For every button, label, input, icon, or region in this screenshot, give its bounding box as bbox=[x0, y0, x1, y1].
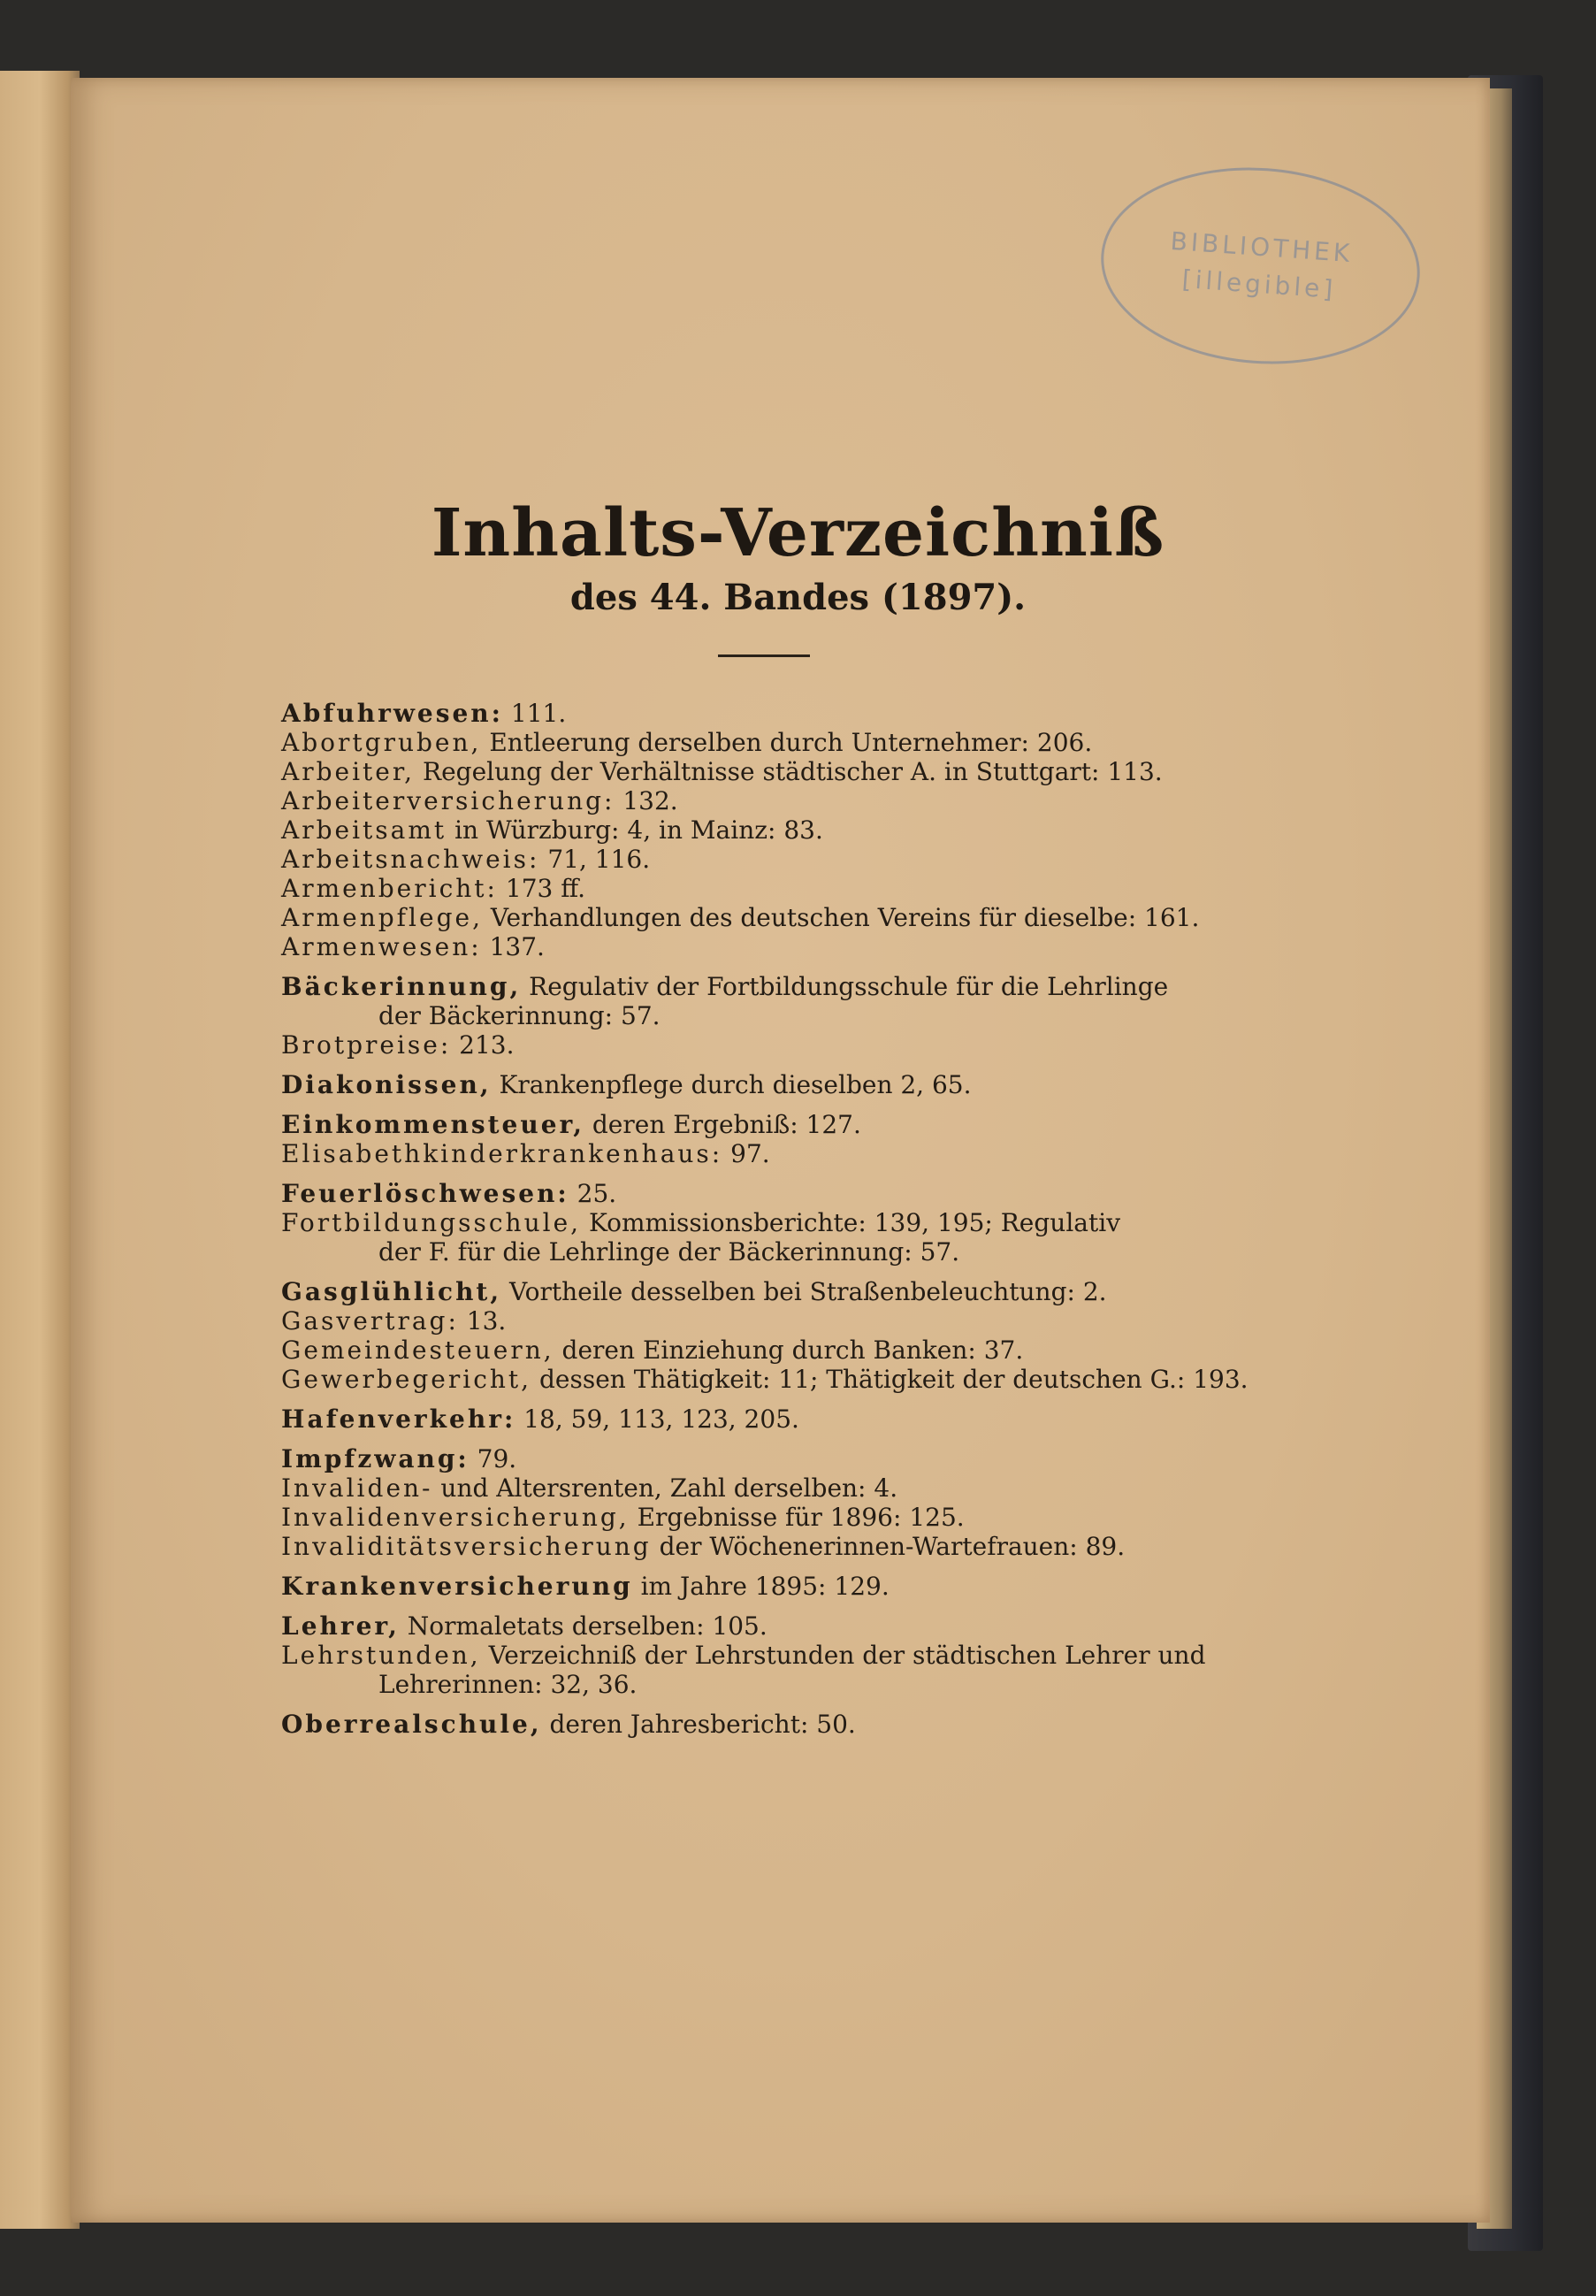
index-text: dessen Thätigkeit: 11; Thätigkeit der deutschen G.: 193. bbox=[531, 1365, 1249, 1394]
index-term: Diakonissen, bbox=[281, 1070, 492, 1099]
index-entry bbox=[281, 1365, 1249, 1394]
index-term: Invalidenversicherung, bbox=[281, 1503, 630, 1532]
index-text: Krankenpflege durch dieselben 2, 65. bbox=[491, 1070, 972, 1099]
index-list bbox=[281, 699, 1249, 1749]
index-group bbox=[281, 972, 1249, 1060]
page-title: Inhalts-Verzeichniß bbox=[431, 495, 1165, 571]
index-entry bbox=[281, 815, 1249, 845]
index-entry bbox=[281, 728, 1249, 757]
index-entry bbox=[281, 1030, 1249, 1060]
index-text: Kommissionsberichte: 139, 195; Regulativ bbox=[581, 1208, 1121, 1237]
index-text: Ergebnisse für 1896: 125. bbox=[629, 1503, 965, 1532]
index-entry bbox=[281, 972, 1249, 1001]
index-text: 137. bbox=[481, 932, 545, 961]
index-text: deren Einziehung durch Banken: 37. bbox=[554, 1336, 1024, 1365]
index-term: Arbeiterversicherung: bbox=[281, 786, 615, 815]
index-term: Gemeindesteuern, bbox=[281, 1336, 554, 1365]
index-text: 25. bbox=[569, 1179, 617, 1208]
index-text: deren Ergebniß: 127. bbox=[584, 1110, 861, 1139]
index-term: Einkommensteuer, bbox=[281, 1110, 584, 1139]
index-term: Abfuhrwesen: bbox=[281, 699, 504, 728]
index-entry bbox=[281, 1444, 1249, 1473]
index-text: Verhandlungen des deutschen Vereins für dieselbe: 161. bbox=[482, 903, 1200, 932]
index-term: Invaliden- bbox=[281, 1473, 433, 1503]
index-entry bbox=[281, 1404, 1249, 1434]
index-text: 71, 116. bbox=[539, 845, 651, 874]
index-group bbox=[281, 1444, 1249, 1561]
index-term: Arbeitsamt bbox=[281, 815, 447, 845]
index-text: und Altersrenten, Zahl derselben: 4. bbox=[432, 1473, 898, 1503]
index-term: Bäckerinnung, bbox=[281, 972, 522, 1001]
index-term: Gasvertrag: bbox=[281, 1306, 459, 1336]
index-group bbox=[281, 1572, 1249, 1601]
index-entry-continuation bbox=[281, 1670, 1249, 1699]
left-page-strip bbox=[0, 71, 80, 2229]
index-text: der Wöchenerinnen-Wartefrauen: 89. bbox=[651, 1532, 1126, 1561]
index-text: 111. bbox=[503, 699, 567, 728]
index-term: Arbeitsnachweis: bbox=[281, 845, 540, 874]
index-text: Entleerung derselben durch Unternehmer: 206. bbox=[481, 728, 1093, 757]
index-term: Armenwesen: bbox=[281, 932, 482, 961]
index-entry-continuation bbox=[281, 1237, 1249, 1267]
index-text: 173 ff. bbox=[498, 874, 586, 903]
index-group bbox=[281, 1404, 1249, 1434]
index-entry bbox=[281, 932, 1249, 961]
index-term: Invaliditätsversicherung bbox=[281, 1532, 652, 1561]
index-entry bbox=[281, 845, 1249, 874]
index-term: Brotpreise: bbox=[281, 1030, 452, 1060]
index-text: Regelung der Verhältnisse städtischer A. in Stuttgart: 113. bbox=[415, 757, 1163, 786]
index-text: deren Jahresbericht: 50. bbox=[541, 1710, 856, 1739]
index-term: Krankenversicherung bbox=[281, 1572, 633, 1601]
index-term: Hafenverkehr: bbox=[281, 1404, 516, 1434]
index-group bbox=[281, 1110, 1249, 1168]
index-text: Normaletats derselben: 105. bbox=[399, 1611, 767, 1641]
index-text: 97. bbox=[722, 1139, 770, 1168]
index-term: Gasglühlicht, bbox=[281, 1277, 502, 1306]
index-text: Regulativ der Fortbildungsschule für die Lehrlinge bbox=[521, 972, 1169, 1001]
index-text: der Bäckerinnung: 57. bbox=[378, 1001, 661, 1030]
index-term: Elisabethkinderkrankenhaus: bbox=[281, 1139, 723, 1168]
index-group bbox=[281, 699, 1249, 961]
index-entry bbox=[281, 1572, 1249, 1601]
stamp-line-2: [illegible] bbox=[1180, 264, 1338, 304]
index-term: Oberrealschule, bbox=[281, 1710, 542, 1739]
index-entry bbox=[281, 1208, 1249, 1237]
index-group bbox=[281, 1179, 1249, 1267]
index-text: Verzeichniß der Lehrstunden der städtischen Lehrer und bbox=[480, 1641, 1206, 1670]
index-entry bbox=[281, 1110, 1249, 1139]
index-entry bbox=[281, 1336, 1249, 1365]
index-entry bbox=[281, 786, 1249, 815]
index-entry bbox=[281, 1070, 1249, 1099]
index-term: Gewerbegericht, bbox=[281, 1365, 532, 1394]
index-entry bbox=[281, 1611, 1249, 1641]
index-term: Lehrstunden, bbox=[281, 1641, 481, 1670]
index-text: im Jahre 1895: 129. bbox=[632, 1572, 890, 1601]
index-term: Armenbericht: bbox=[281, 874, 498, 903]
index-text: Vortheile desselben bei Straßenbeleuchtung: 2. bbox=[501, 1277, 1107, 1306]
index-term: Lehrer, bbox=[281, 1611, 400, 1641]
index-entry bbox=[281, 1503, 1249, 1532]
index-text: 132. bbox=[615, 786, 678, 815]
index-entry bbox=[281, 699, 1249, 728]
stamp-line-1: BIBLIOTHEK bbox=[1169, 226, 1355, 268]
index-group bbox=[281, 1611, 1249, 1699]
index-entry bbox=[281, 757, 1249, 786]
index-term: Impfzwang: bbox=[281, 1444, 470, 1473]
index-term: Fortbildungsschule, bbox=[281, 1208, 582, 1237]
index-group bbox=[281, 1710, 1249, 1739]
index-group bbox=[281, 1277, 1249, 1394]
index-entry bbox=[281, 1179, 1249, 1208]
title-divider bbox=[718, 654, 810, 657]
index-text: 213. bbox=[451, 1030, 515, 1060]
index-text: 79. bbox=[469, 1444, 517, 1473]
index-text: 18, 59, 113, 123, 205. bbox=[515, 1404, 799, 1434]
index-text: 13. bbox=[458, 1306, 507, 1336]
index-text: der F. für die Lehrlinge der Bäckerinnung: 57. bbox=[378, 1237, 960, 1267]
index-entry bbox=[281, 1277, 1249, 1306]
index-entry bbox=[281, 1306, 1249, 1336]
index-text: in Würzburg: 4, in Mainz: 83. bbox=[447, 815, 823, 845]
index-entry bbox=[281, 1139, 1249, 1168]
index-entry bbox=[281, 1532, 1249, 1561]
index-entry bbox=[281, 874, 1249, 903]
index-entry-continuation bbox=[281, 1001, 1249, 1030]
index-entry bbox=[281, 1473, 1249, 1503]
index-term: Armenpflege, bbox=[281, 903, 483, 932]
page-subtitle: des 44. Bandes (1897). bbox=[569, 577, 1027, 618]
index-entry bbox=[281, 903, 1249, 932]
index-term: Abortgruben, bbox=[281, 728, 482, 757]
index-text: Lehrerinnen: 32, 36. bbox=[378, 1670, 638, 1699]
index-entry bbox=[281, 1641, 1249, 1670]
index-term: Arbeiter, bbox=[281, 757, 416, 786]
index-entry bbox=[281, 1710, 1249, 1739]
index-term: Feuerlöschwesen: bbox=[281, 1179, 569, 1208]
index-group bbox=[281, 1070, 1249, 1099]
